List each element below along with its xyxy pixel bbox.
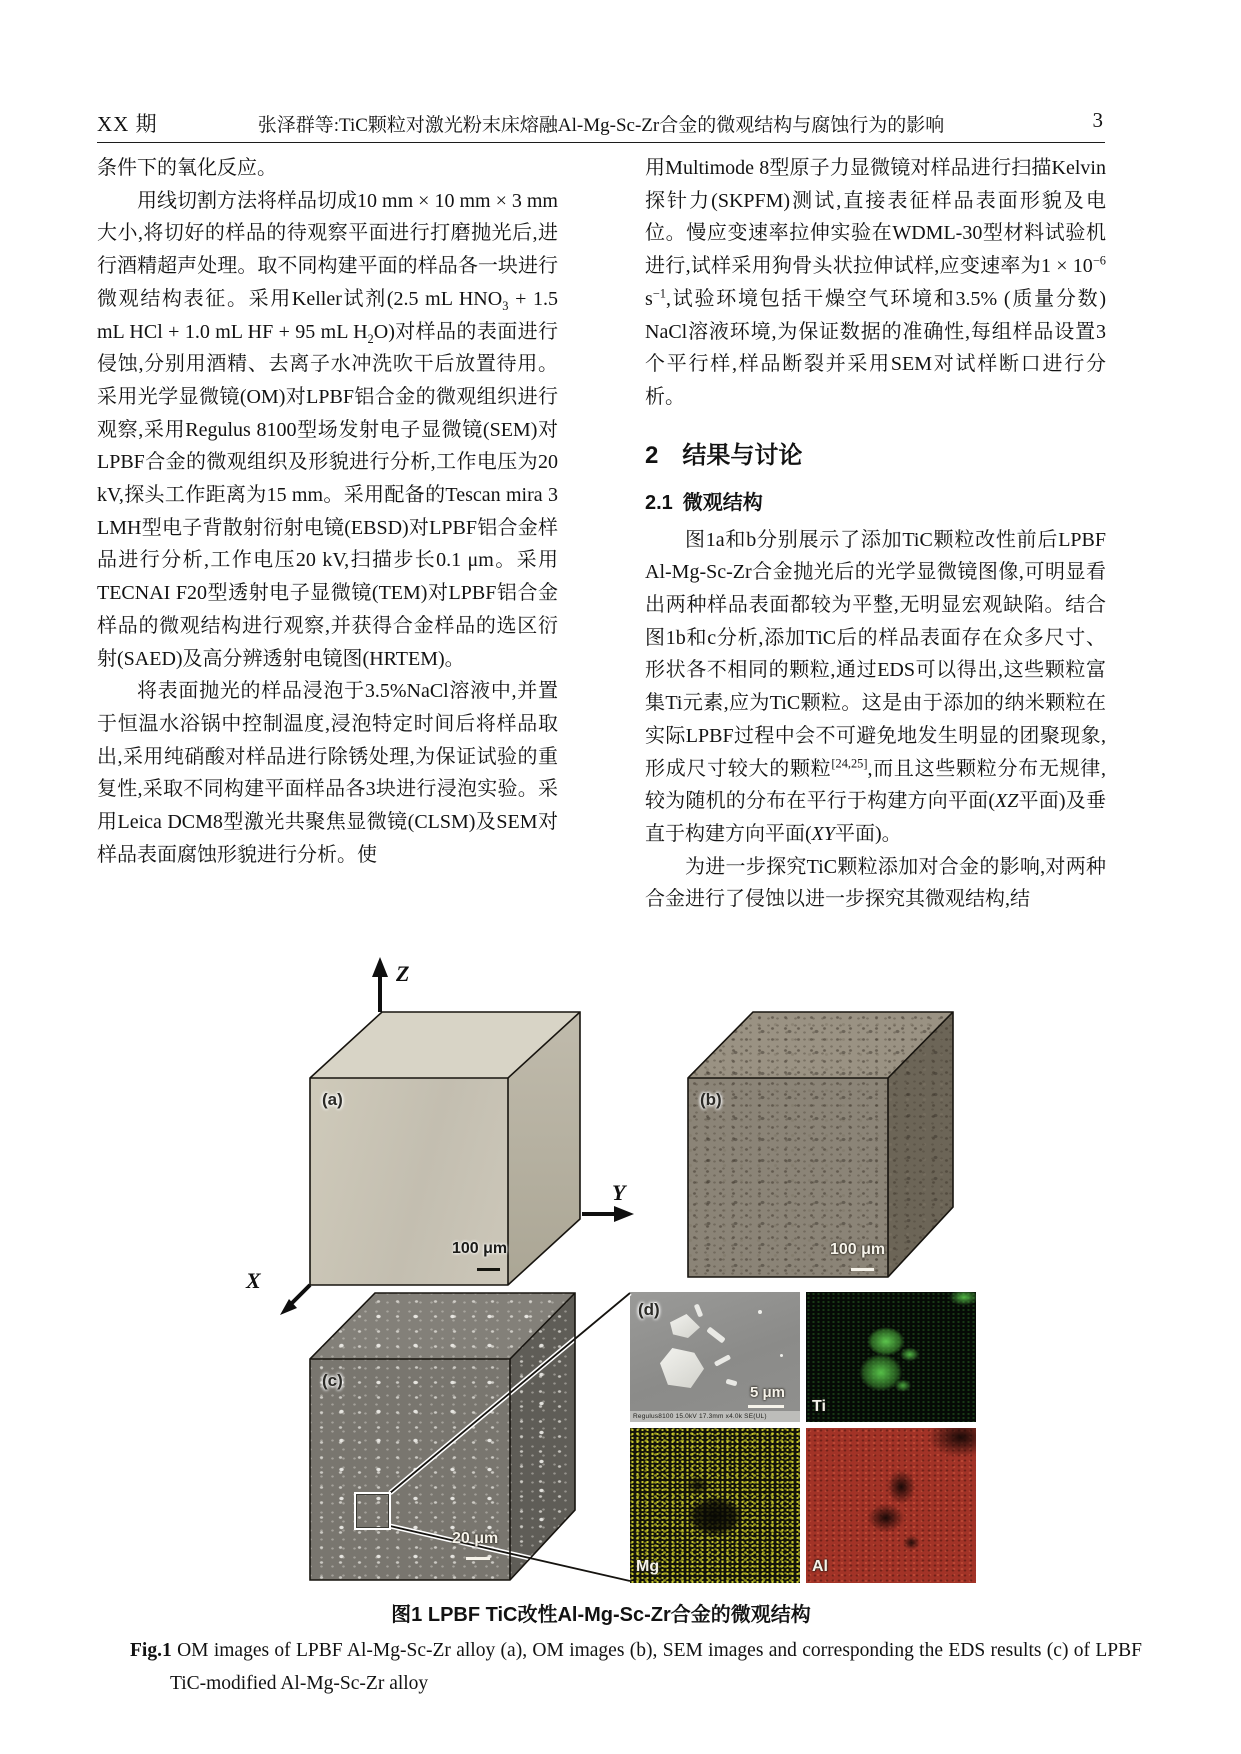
page-number: 3 bbox=[1092, 108, 1103, 132]
issue-label: XX 期 bbox=[97, 112, 158, 136]
scalebar-d bbox=[748, 1405, 784, 1408]
y-axis-arrowhead bbox=[614, 1206, 634, 1222]
cube-b-inner-edges bbox=[688, 1012, 953, 1078]
scalebar-c-label: 20 μm bbox=[452, 1530, 499, 1547]
figure-caption-en bbox=[130, 1634, 1142, 1700]
paragraph: 为进一步探究TiC颗粒添加对合金的影响,对两种合金进行了侵蚀以进一步探究其微观结构,结 bbox=[645, 855, 1106, 911]
scalebar-d-label: 5 μm bbox=[750, 1384, 786, 1401]
section-heading: 2 结果与讨论 bbox=[645, 441, 803, 469]
cube-a-inner-edges bbox=[310, 1012, 580, 1078]
figure-caption-cn: 图1 LPBF TiC改性Al-Mg-Sc-Zr合金的微观结构 bbox=[391, 1604, 811, 1626]
y-axis-label: Y bbox=[612, 1180, 626, 1205]
subsection-heading: 2.1 微观结构 bbox=[645, 491, 763, 514]
z-axis-arrowhead bbox=[372, 957, 388, 977]
ti-map-label: Ti bbox=[812, 1398, 826, 1415]
paragraph: 将表面抛光的样品浸泡于3.5%NaCl溶液中,并置于恒温水浴锅中控制温度,浸泡特定时间后将样品取出,采用纯硝酸对样品进行除锈处理,为保证试验的重复性,采取不同构建平面样品各3块进行浸泡实验。采用Leica DCM8型激光共聚焦显微镜(CLSM)及SEM对样品表面腐蚀形貌进行分析。使 bbox=[97, 680, 558, 866]
cube-a-outline bbox=[310, 1012, 580, 1285]
paragraph: 用Multimode 8型原子力显微镜对样品进行扫描Kelvin探针力(SKPFM)测试,直接表征样品表面形貌及电位。慢应变速率拉伸实验在WDML-30型材料试验机进行,试样采用狗骨头状拉伸试样,应变速率为$1 \times 10^{-6}$ $s^{-1}$,试验环境包括干燥空气环境和3.5% (质量分数) NaCl溶液环境,为保证数据的准确性,每组样品设置3个平行样,样品断裂并采用SEM对试样断口进行分析。 bbox=[645, 157, 1106, 408]
running-title: 张泽群等:TiC颗粒对激光粉末床熔融Al-Mg-Sc-Zr合金的微观结构与腐蚀行为的影响 bbox=[257, 115, 945, 136]
z-axis-label: Z bbox=[396, 961, 410, 986]
figure-caption-en-text: OM images of LPBF Al-Mg-Sc-Zr alloy (a), OM images (b), SEM images and corresponding the EDS results (c) of LPBF TiC-modified Al-Mg-Sc-Zr alloy bbox=[170, 1640, 1142, 1694]
scalebar-b-label: 100 μm bbox=[830, 1241, 886, 1258]
al-map-label: Al bbox=[812, 1558, 828, 1575]
figure-caption-en-prefix: Fig.1 bbox=[130, 1640, 172, 1661]
paragraph: 条件下的氧化反应。 bbox=[97, 157, 277, 179]
scalebar-a bbox=[477, 1268, 500, 1271]
scalebar-a-label: 100 μm bbox=[452, 1240, 508, 1257]
magnified-region-box bbox=[354, 1492, 391, 1530]
page-header bbox=[97, 96, 1105, 143]
paragraph: 图1a和b分别展示了添加TiC颗粒改性前后LPBF Al-Mg-Sc-Zr合金抛光后的光学显微镜图像,可明显看出两种样品表面都较为平整,无明显宏观缺陷。结合图1b和c分析,添加TiC后的样品表面存在众多尺寸、形状各不相同的颗粒,通过EDS可以得出,这些颗粒富集Ti元素,应为TiC颗粒。这是由于添加的纳米颗粒在实际LPBF过程中会不可避免地发生明显的团聚现象,形成尺寸较大的颗粒[24,25],而且这些颗粒分布无规律,较为随机的分布在平行于构建方向平面(XZ平面)及垂直于构建方向平面(XY平面)。 bbox=[645, 528, 1107, 845]
panel-b-label: (b) bbox=[700, 1090, 722, 1109]
figure-overlay bbox=[0, 955, 1241, 1635]
cube-c-inner-edges bbox=[310, 1293, 575, 1359]
panel-d-label: (d) bbox=[638, 1300, 660, 1319]
left-column bbox=[97, 152, 558, 871]
sem-metadata-bar: Regulus8100 15.0kV 17.3mm x4.0k SE(UL) bbox=[630, 1411, 800, 1422]
x-axis-label: X bbox=[246, 1268, 261, 1293]
panel-c-label: (c) bbox=[322, 1371, 343, 1390]
mg-map-label: Mg bbox=[636, 1558, 660, 1575]
scalebar-b bbox=[851, 1268, 874, 1271]
paragraph: 用线切割方法将样品切成10 mm × 10 mm × 3 mm大小,将切好的样品的待观察平面进行打磨抛光后,进行酒精超声处理。取不同构建平面的样品各一块进行微观结构表征。采用Keller试剂(2.5 mL $HNO_3 + 1.5$ mL HCl + 1.0 mL HF + 95 mL $H_2O$)对样品的表面进行侵蚀,分别用酒精、去离子水冲洗吹干后放置待用。采用光学显微镜(OM)对LPBF铝合金的微观组织进行观察,采用Regulus 8100型场发射电子显微镜(SEM)对LPBF合金的微观组织及形貌进行分析,工作电压为20 kV,探头工作距离为15 mm。采用配备的Tescan mira 3 LMH型电子背散射衍射电镜(EBSD)对LPBF铝合金样品进行分析,工作电压20 kV,扫描步长0.1 μm。采用TECNAI F20型透射电子显微镜(TEM)对LPBF铝合金样品的微观结构进行观察,并获得合金样品的选区衍射(SAED)及高分辨透射电镜图(HRTEM)。 bbox=[97, 189, 558, 670]
panel-a-label: (a) bbox=[322, 1090, 343, 1109]
right-column bbox=[645, 152, 1106, 916]
scalebar-c bbox=[466, 1557, 490, 1560]
